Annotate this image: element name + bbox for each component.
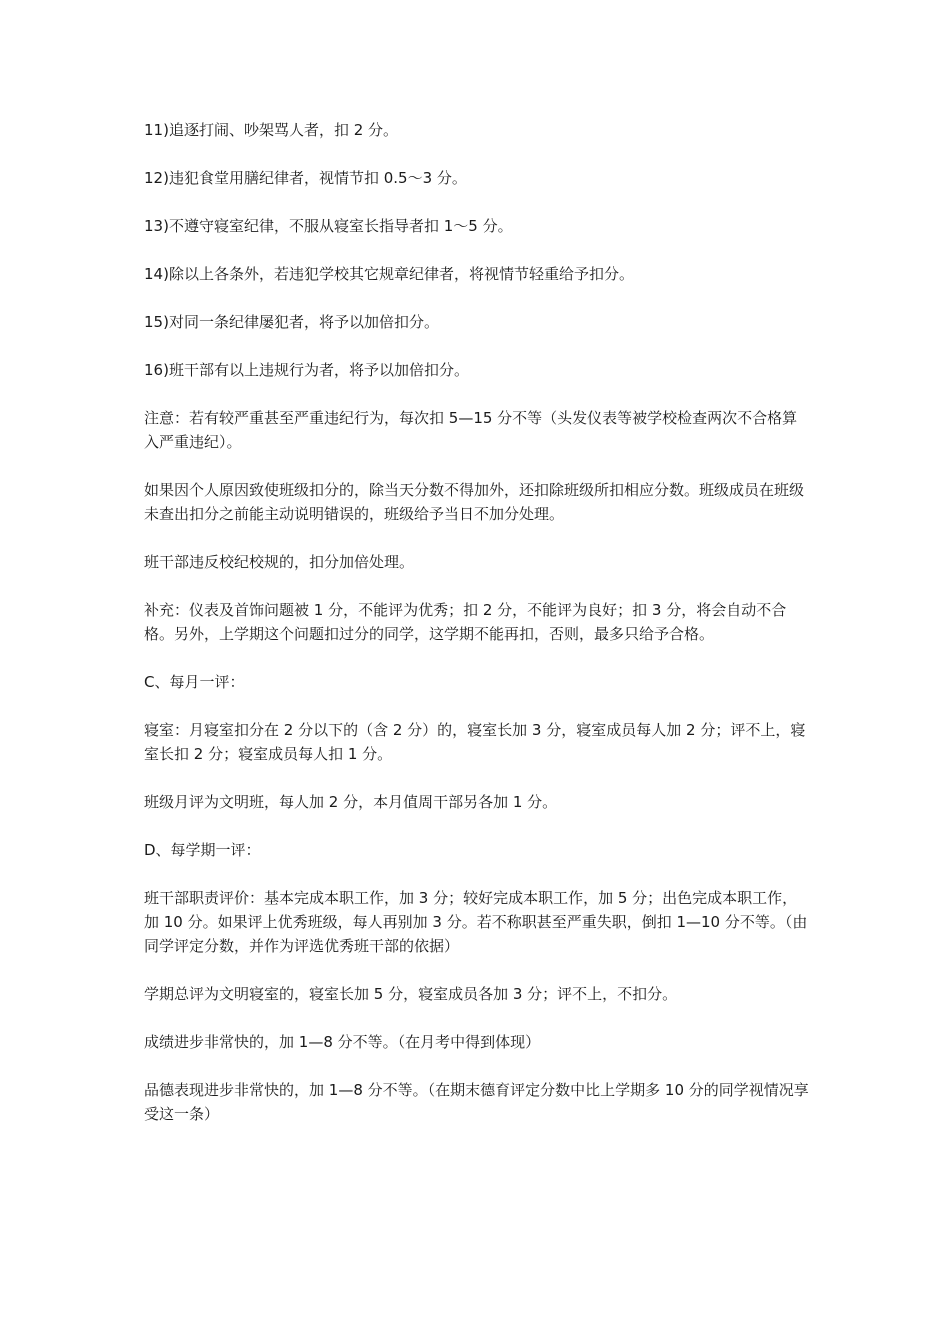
rule-item-13: 13)不遵守寝室纪律，不服从寝室长指导者扣 1～5 分。: [144, 217, 513, 235]
moral-progress-paragraph: 品德表现进步非常快的，加 1—8 分不等。（在期末德育评定分数中比上学期多 10 分的同学视情况享受这一条）: [144, 1081, 809, 1123]
cadre-evaluation-paragraph: 班干部职责评价：基本完成本职工作，加 3 分；较好完成本职工作，加 5 分；出色完成本职工作，加 10 分。如果评上优秀班级，每人再别加 3 分。若不称职甚至严重失职，倒扣 1—10 分不等。（由同学评定分数，并作为评选优秀班干部的依据）: [144, 889, 808, 955]
semester-dormitory-paragraph: 学期总评为文明寝室的，寝室长加 5 分，寝室成员各加 3 分；评不上，不扣分。: [144, 985, 678, 1003]
rule-item-11: 11)追逐打闹、吵架骂人者，扣 2 分。: [144, 121, 399, 139]
cadre-violation-paragraph: 班干部违反校纪校规的，扣分加倍处理。: [144, 553, 415, 571]
dormitory-paragraph: 寝室：月寝室扣分在 2 分以下的（含 2 分）的，寝室长加 3 分，寝室成员每人加 2 分；评不上，寝室长扣 2 分；寝室成员每人扣 1 分。: [144, 721, 806, 763]
grade-progress-paragraph: 成绩进步非常快的，加 1—8 分不等。（在月考中得到体现）: [144, 1033, 541, 1051]
note-paragraph: 注意：若有较严重甚至严重违纪行为，每次扣 5—15 分不等（头发仪表等被学校检查两次不合格算入严重违纪）。: [144, 409, 798, 451]
section-heading-semester: D、每学期一评：: [144, 841, 261, 859]
section-heading-monthly: C、每月一评：: [144, 673, 245, 691]
supplement-paragraph: 补充：仪表及首饰问题被 1 分，不能评为优秀；扣 2 分，不能评为良好；扣 3 分，将会自动不合格。另外，上学期这个问题扣过分的同学，这学期不能再扣，否则，最多只给予合格。: [144, 601, 787, 643]
personal-deduction-paragraph: 如果因个人原因致使班级扣分的，除当天分数不得加外，还扣除班级所扣相应分数。班级成员在班级未查出扣分之前能主动说明错误的，班级给予当日不加分处理。: [144, 481, 805, 523]
rule-item-12: 12)违犯食堂用膳纪律者，视情节扣 0.5～3 分。: [144, 169, 467, 187]
document-body: [144, 118, 810, 1150]
rule-item-14: 14)除以上各条外，若违犯学校其它规章纪律者，将视情节轻重给予扣分。: [144, 265, 634, 283]
rule-item-15: 15)对同一条纪律屡犯者，将予以加倍扣分。: [144, 313, 439, 331]
rule-item-16: 16)班干部有以上违规行为者，将予以加倍扣分。: [144, 361, 469, 379]
civilized-class-paragraph: 班级月评为文明班，每人加 2 分，本月值周干部另各加 1 分。: [144, 793, 558, 811]
